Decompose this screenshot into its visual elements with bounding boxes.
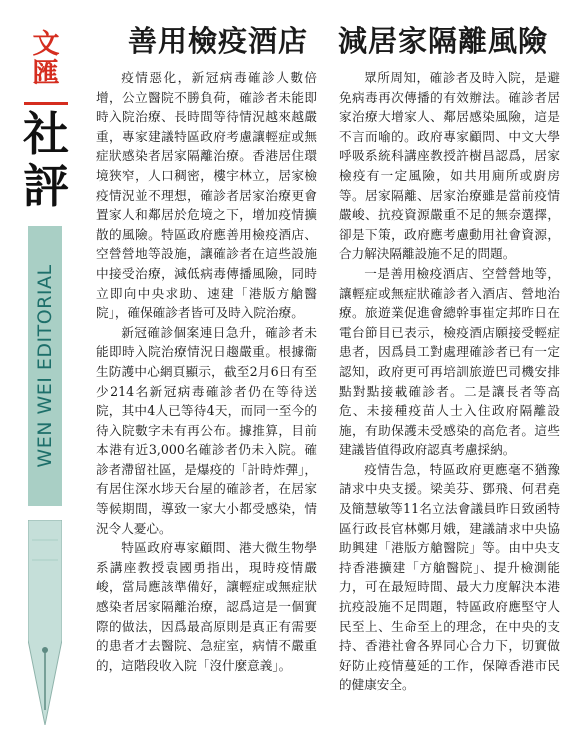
right-text-column — [339, 68, 560, 724]
paragraph: 疫情告急，特區政府更應毫不猶豫請求中央支援。梁美芬、鄧飛、何君堯及簡慧敏等11名立法會議員昨日致函特區行政長官林鄭月娥，建議請求中央協助興建「港版方艙醫院」等。由中央支持香港擴建「方艙醫院」、提升檢測能力，可在最短時間、最大力度解決本港抗疫設施不足問題，特區政府應堅守人民至上、生命至上的理念，在中央的支持、香港社會各界同心合力下，切實做好防止疫情蔓延的工作，保障香港市民的健康安全。 — [339, 461, 560, 693]
brand-char: 匯 — [32, 58, 60, 89]
masthead-sidebar — [0, 0, 92, 730]
paragraph: 眾所周知，確診者及時入院，是避免病毒再次傳播的有效辦法。確診者居家治療大增家人、鄰居感染風險，這是不言而喻的。政府專家顧問、中文大學呼吸系統科講座教授許樹昌認爲，居家檢疫有一定風險，如共用廁所或廚房等。居家隔離、居家治療雖是當前疫情嚴峻、抗疫資源嚴重不足的無奈選擇，卻是下策，政府應考慮動用社會資源，合力解決隔離設施不足的問題。 — [339, 70, 560, 262]
column-title-char: 社 — [23, 107, 69, 161]
left-text-column — [96, 68, 317, 724]
brand-char: 文 — [32, 29, 60, 60]
paragraph: 疫情惡化，新冠病毒確診人數倍增，公立醫院不勝負荷，確診者未能即時入院治療、長時間等待情況越來越嚴重，專家建議特區政府考慮讓輕症或無症狀感染者居家隔離治療。香港居住環境狹窄，人口稠密，樓宇林立，居家檢疫情況並不理想，確診者居家治療更會置家人和鄰居於危境之下，增加疫情擴散的風險。特區政府應善用檢疫酒店、空營營地等設施，讓確診者在這些設施中接受治療，減低病毒傳播風險，同時立即向中央求助、速建「港版方艙醫院」，確保確診者皆可及時入院治療。 — [96, 70, 317, 321]
column-title-char: 評 — [23, 159, 69, 213]
editorial-headline: 善用檢疫酒店 減居家隔離風險 — [127, 24, 548, 58]
brand-divider — [24, 102, 68, 105]
editorial-banner-label: WEN WEI EDITORIAL — [34, 264, 56, 468]
column-title — [20, 108, 72, 212]
fountain-pen-icon — [28, 520, 62, 725]
brand-logo — [26, 30, 66, 88]
paragraph: 一是善用檢疫酒店、空營營地等，讓輕症或無症狀確診者入酒店、營地治療。旅遊業促進會總幹事崔定邦昨日在電台節目已表示，檢疫酒店願接受輕症患者，因爲員工對處理確診者已有一定認知，政府更可再培訓旅遊巴司機安排點對點接載確診者。二是讓長者等高危、未接種疫苗人士入住政府隔離設施，有助保護未受感染的高危者。這些建議皆值得政府認真考慮採納。 — [339, 265, 560, 458]
paragraph: 新冠確診個案連日急升，確診者未能即時入院治療情況日趨嚴重。根據衞生防護中心網頁顯示，截至2月6日有至少214名新冠病毒確診者仍在等待送院，其中4人已等待4天，而同一至今的待入院數字未有再公布。據推算，目前本港有近3,000名確診者仍未入院。確診者滯留社區，是爆疫的「計時炸彈」，有居住深水埗天台屋的確診者，在居家等候期間，導致一家大小都受感染，情況令人憂心。 — [96, 324, 317, 536]
paragraph: 特區政府專家顧問、港大微生物學系講座教授袁國勇指出，現時疫情嚴峻，當局應該準備好，讓輕症或無症狀感染者居家隔離治療，認爲這是一個實際的做法，因爲最高原則是真正有需要的患者才去醫院、急症室，病情不嚴重的，這階段收入院「沒什麼意義」。 — [96, 540, 317, 673]
